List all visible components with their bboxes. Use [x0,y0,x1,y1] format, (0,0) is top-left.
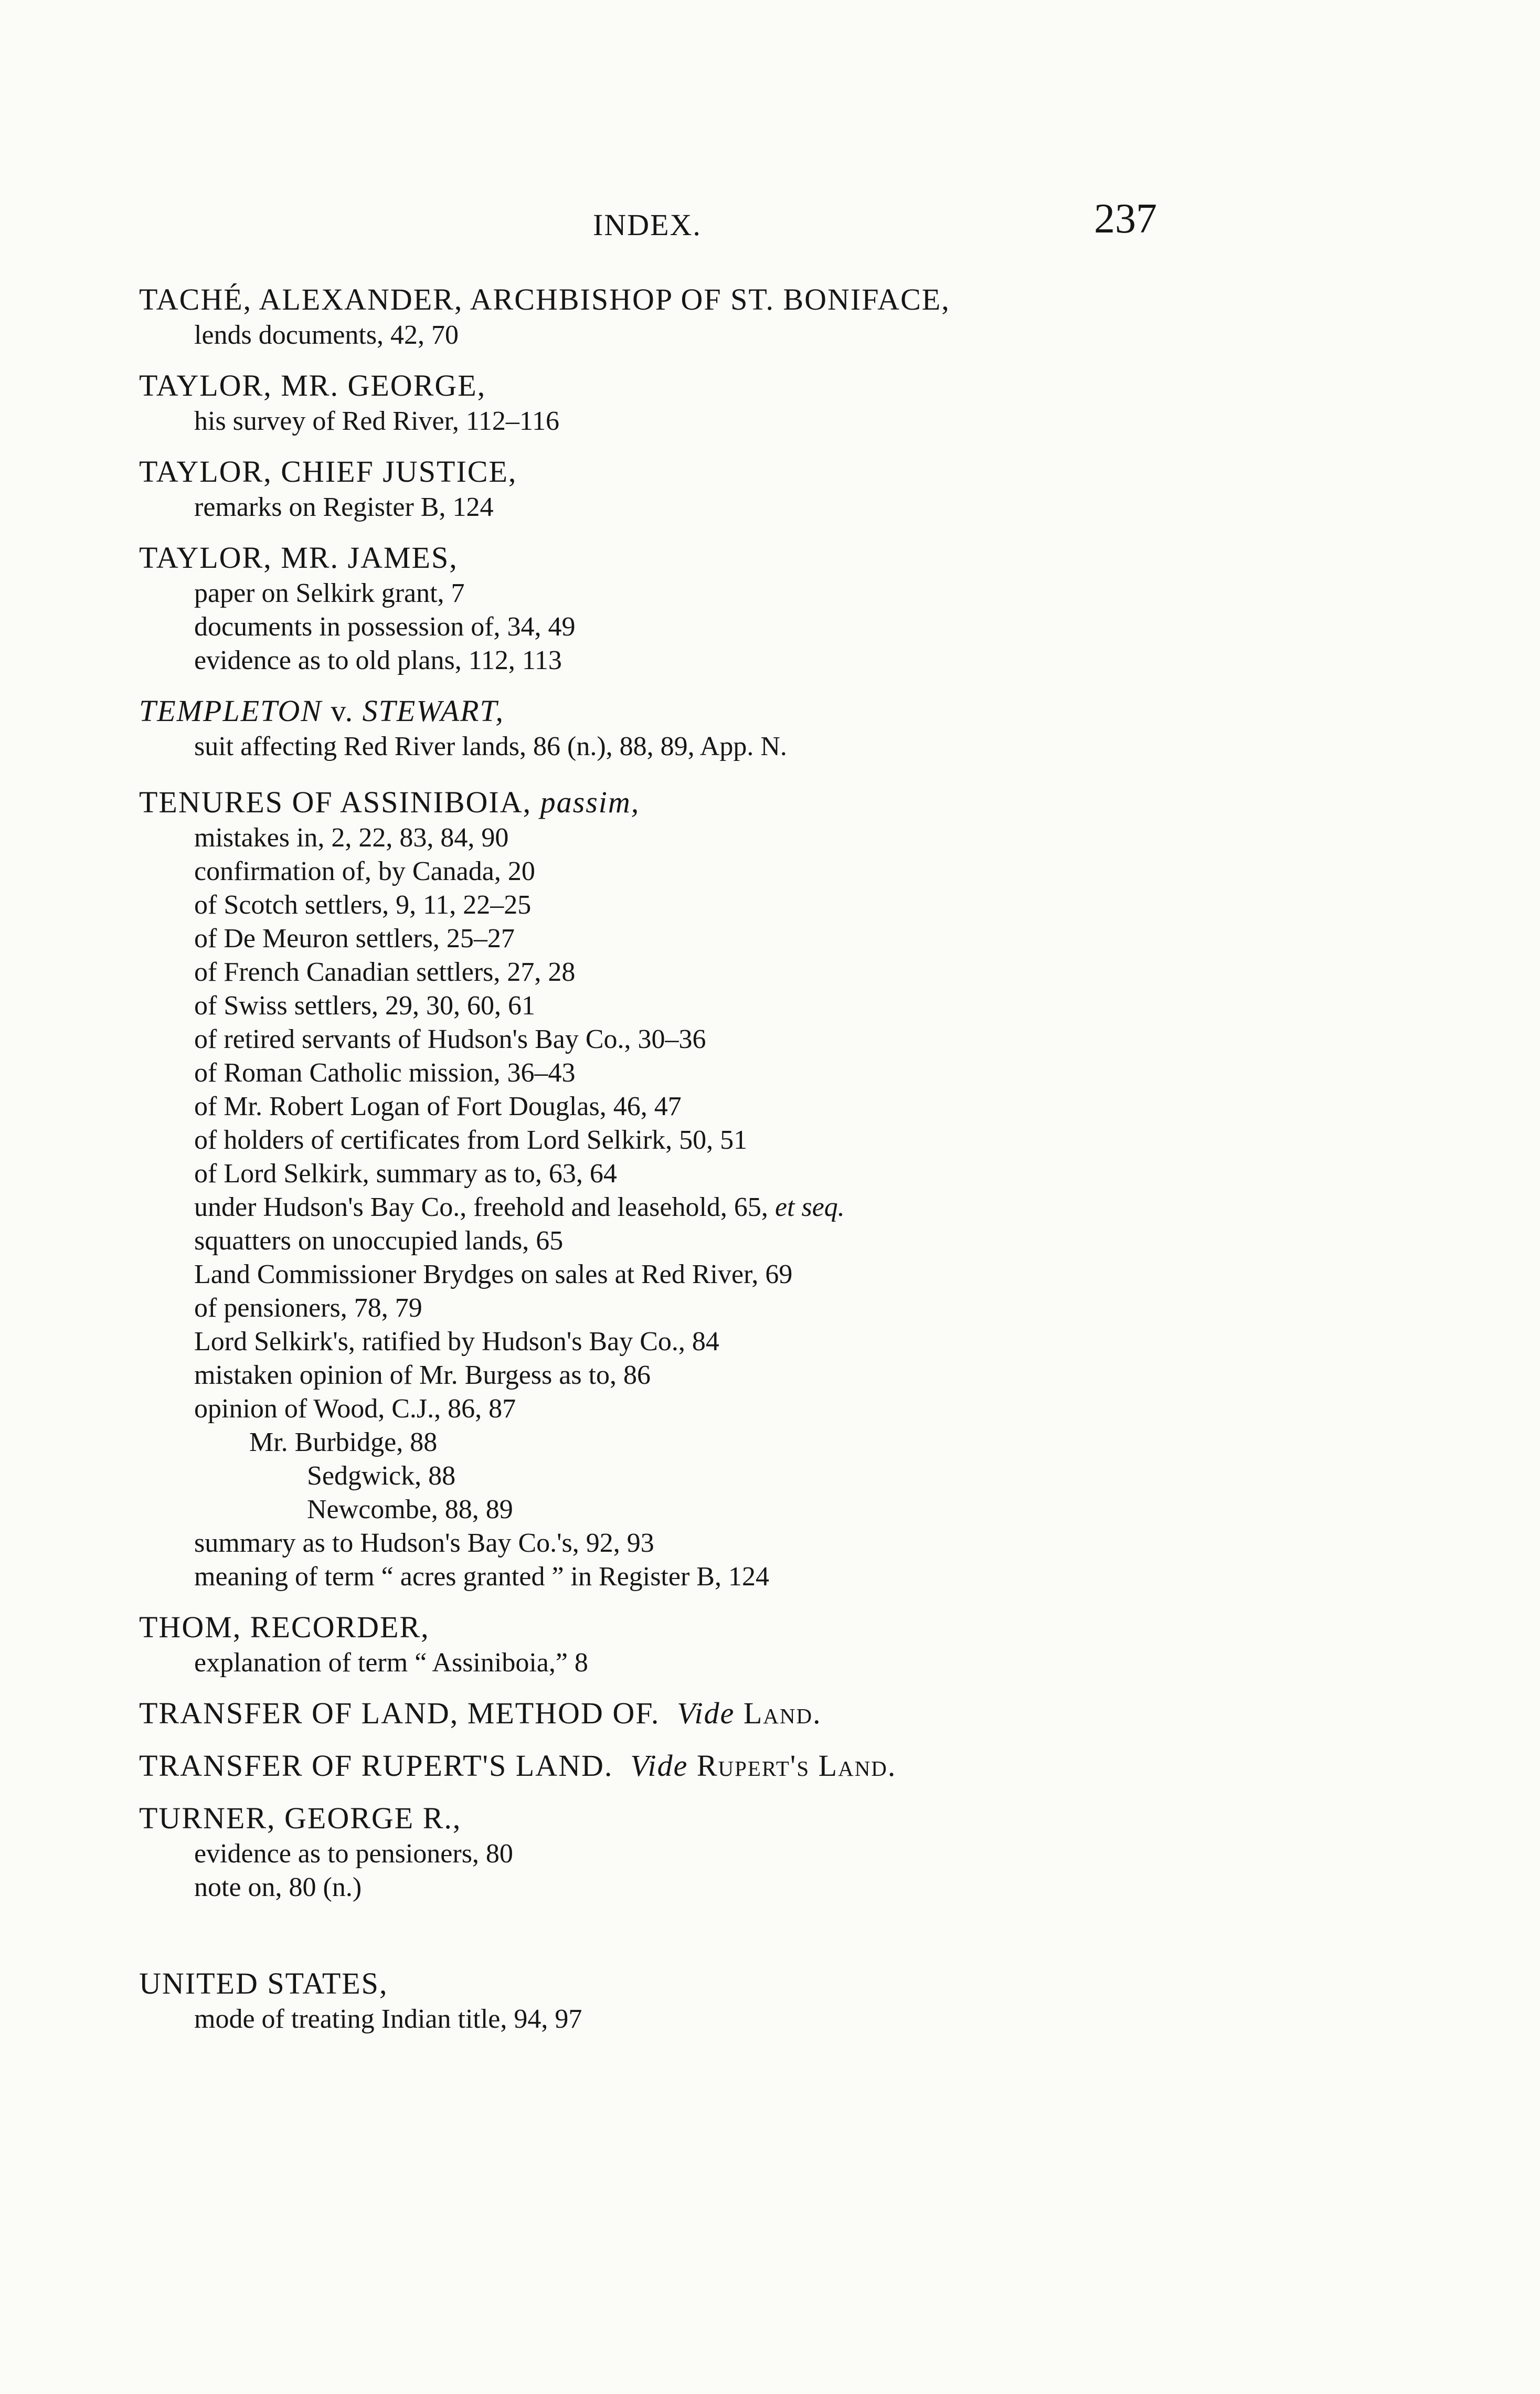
entry-subheading: mistaken opinion of Mr. Burgess as to, 86 [194,1360,651,1390]
entry-subheading: of De Meuron settlers, 25–27 [194,924,515,954]
entry-subheading: Sedgwick, 88 [307,1461,456,1491]
entry-subheading: documents in possession of, 34, 49 [194,612,576,642]
entry-subheading: paper on Selkirk grant, 7 [194,578,465,608]
page-number: 237 [1094,196,1157,242]
entry-heading: TAYLOR, MR. JAMES, [139,541,458,575]
entry-subheading: Land Commissioner Brydges on sales at Red River, 69 [194,1259,793,1289]
entry-subheading: of Roman Catholic mission, 36–43 [194,1058,576,1088]
cross-reference-vide: Vide [677,1696,735,1730]
entry-heading: TURNER, GEORGE R., [139,1801,462,1835]
entry-heading: TAYLOR, MR. GEORGE, [139,368,486,402]
index-entry-taylor-james [139,539,1398,677]
entry-subheading: summary as to Hudson's Bay Co.'s, 92, 93 [194,1528,654,1558]
entry-subheading [139,1191,1398,1224]
index-entry-tenures [139,783,1398,1594]
entry-subheading: meaning of term “ acres granted ” in Register B, 124 [194,1562,769,1592]
index-entry-transfer-of-land [139,1694,1398,1732]
entry-heading: UNITED STATES, [139,1966,388,2000]
entry-heading [139,692,1398,730]
entry-subheading: Newcombe, 88, 89 [307,1495,513,1524]
entry-subheading: opinion of Wood, C.J., 86, 87 [194,1394,516,1424]
subheading-et-seq: et seq. [774,1192,845,1222]
entry-subheading: note on, 80 (n.) [194,1872,362,1902]
heading-text: TRANSFER OF RUPERT'S LAND. [139,1749,613,1783]
index-entry-templeton [139,692,1398,764]
entry-heading: TACHÉ, ALEXANDER, ARCHBISHOP OF ST. BONIFACE, [139,282,950,316]
entry-subheading: of Lord Selkirk, summary as to, 63, 64 [194,1159,617,1189]
index-entry-taylor-george [139,367,1398,438]
index-entries [139,281,1398,2036]
heading-text: TRANSFER OF LAND, METHOD OF. [139,1696,660,1730]
entry-subheading: mode of treating Indian title, 94, 97 [194,2004,582,2034]
entry-heading: THOM, RECORDER, [139,1610,430,1644]
case-party: TEMPLETON [139,694,322,728]
entry-subheading: evidence as to pensioners, 80 [194,1839,513,1869]
index-entry-taylor-chief-justice [139,453,1398,524]
heading-text: TENURES OF ASSINIBOIA, [139,785,540,819]
entry-heading [139,1747,1398,1785]
index-entry-united-states [139,1965,1398,2036]
heading-passim: passim, [540,785,640,819]
entry-subheading: his survey of Red River, 112–116 [194,406,559,436]
cross-reference-target: Rupert's Land. [696,1749,897,1783]
case-versus: v. [322,694,363,728]
entry-subheading: of retired servants of Hudson's Bay Co., 30–36 [194,1024,706,1054]
entry-subheading: lends documents, 42, 70 [194,320,459,350]
entry-subheading: squatters on unoccupied lands, 65 [194,1226,564,1256]
entry-subheading: of Mr. Robert Logan of Fort Douglas, 46, 47 [194,1092,682,1121]
entry-subheading: remarks on Register B, 124 [194,492,494,522]
entry-subheading: of Scotch settlers, 9, 11, 22–25 [194,890,532,920]
entry-heading: TAYLOR, CHIEF JUSTICE, [139,454,517,489]
entry-subheading: evidence as to old plans, 112, 113 [194,645,562,675]
entry-subheading: suit affecting Red River lands, 86 (n.), 88, 89, App. N. [194,732,787,761]
cross-reference-vide: Vide [630,1749,688,1783]
case-party: STEWART, [362,694,504,728]
subheading-text: under Hudson's Bay Co., freehold and leasehold, 65, [194,1192,775,1222]
entry-heading [139,1694,1398,1732]
entry-subheading: confirmation of, by Canada, 20 [194,856,535,886]
entry-subheading: of Swiss settlers, 29, 30, 60, 61 [194,991,535,1021]
entry-subheading: of French Canadian settlers, 27, 28 [194,957,576,987]
cross-reference-target: Land. [743,1696,822,1730]
index-entry-tache [139,281,1398,352]
entry-heading [139,783,1398,821]
entry-subheading: of pensioners, 78, 79 [194,1293,422,1323]
entry-subheading: explanation of term “ Assiniboia,” 8 [194,1648,588,1678]
index-entry-thom [139,1608,1398,1680]
entry-subheading: mistakes in, 2, 22, 83, 84, 90 [194,823,509,853]
index-entry-transfer-of-ruperts-land [139,1747,1398,1785]
running-head: INDEX. [593,208,702,242]
entry-subheading: of holders of certificates from Lord Selkirk, 50, 51 [194,1125,748,1155]
entry-subheading: Lord Selkirk's, ratified by Hudson's Bay Co., 84 [194,1327,719,1357]
index-entry-turner [139,1799,1398,1904]
entry-subheading: Mr. Burbidge, 88 [249,1427,438,1457]
